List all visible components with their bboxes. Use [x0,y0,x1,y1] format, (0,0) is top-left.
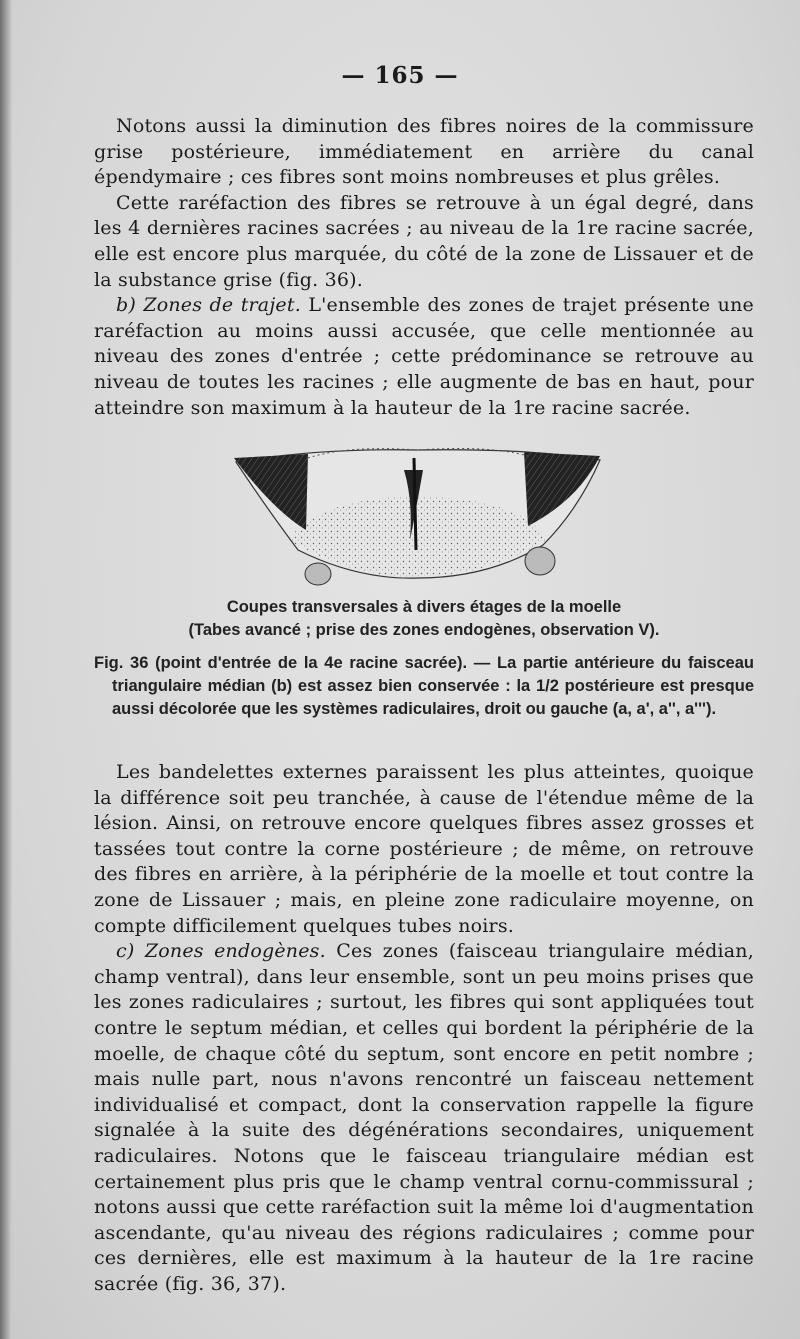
caption-title-line2: (Tabes avancé ; prise des zones endogènes, observation V). [188,621,660,639]
left-posterior-horn [234,454,308,530]
septum-groove [414,458,416,550]
paragraph-commissure: Notons aussi la diminution des fibres noires de la commissure grise postérieure, immédiatement en arrière du canal épendymaire ; ces fibres sont moins nombreuses et plus grêles. [94,115,754,189]
section-c-label: c) Zones endogènes. [116,940,326,963]
paragraph-zones-trajet [94,293,754,421]
paragraph-bandelettes: Les bandelettes externes paraissent les plus atteintes, quoique la différence soit peu tranchée, à cause de l'étendue même de la lésion. Ainsi, on retrouve encore quelques fibres assez grosses et tassées tout contre la corne postérieure ; de même, on retrouve des fibres en arrière, à la périphérie de la moelle et tout contre la zone de Lissauer ; mais, en pleine zone radiculaire moyenne, on compte difficilement quelques tubes noirs. [94,761,754,937]
fig-label: Fig. 36 [94,654,149,672]
paragraph-zones-endogenes [94,939,754,1297]
spinal-cord-section-figure [228,440,606,590]
paragraph-rarefaction: Cette raréfaction des fibres se retrouve à un égal degré, dans les 4 dernières racines sacrées ; au niveau de la 1re racine sacrée, elle est encore plus marquée, du côté de la zone de Lissauer et de la substance grise (fig. 36). [94,191,754,291]
paragraph-zones-endogenes-text: Ces zones (faisceau triangulaire médian, champ ventral), dans leur ensemble, sont un peu moins prises que les zones radiculaires ; surtout, les fibres qui sont appliquées tout contre le septum médian, et celles qui bordent la périphérie de la moelle, de chaque côté du septum, sont encore en petit nombre ; mais nulle part, nous n'avons rencontré un faisceau nettement individualisé et compact, dont la conservation rappelle la figure signalée à la suite des dégénérations secondaires, uniquement radiculaires. Notons que le faisceau triangulaire médian est certainement plus pris que le champ ventral cornu-commissural ; notons aussi que cette raréfaction suit la même loi d'augmentation ascendante, qu'au niveau des régions radiculaires ; comme pour ces dernières, elle est maximum à la hauteur de la 1re racine sacrée (fig. 36, 37). [94,940,754,1295]
fig-text: (point d'entrée de la 4e racine sacrée). — La partie antérieure du faisceau triangulaire médian (b) est assez bien conservée : la 1/2 postérieure est presque aussi décolorée que les systèmes radiculaires, droit ou gauche (a, a', a'', a'''). [112,654,754,718]
figure-caption [94,596,754,721]
bottom-text [94,760,754,1297]
right-root-nodule [525,547,555,575]
caption-body [94,652,754,721]
page-spine-shadow [0,0,12,1339]
left-root-nodule [305,563,331,585]
caption-title-line1: Coupes transversales à divers étages de la moelle [226,598,622,616]
page-number: — 165 — [341,62,459,89]
section-b-label: b) Zones de trajet. [116,294,301,317]
paragraph-zones-trajet-text: L'ensemble des zones de trajet présente une raréfaction au moins aussi accusée, que celle mentionnée au niveau des zones d'entrée ; cette prédominance se retrouve au niveau de toutes les racines ; elle augmente de bas en haut, pour atteindre son maximum à la hauteur de la 1re racine sacrée. [94,294,754,419]
top-text [94,114,754,421]
